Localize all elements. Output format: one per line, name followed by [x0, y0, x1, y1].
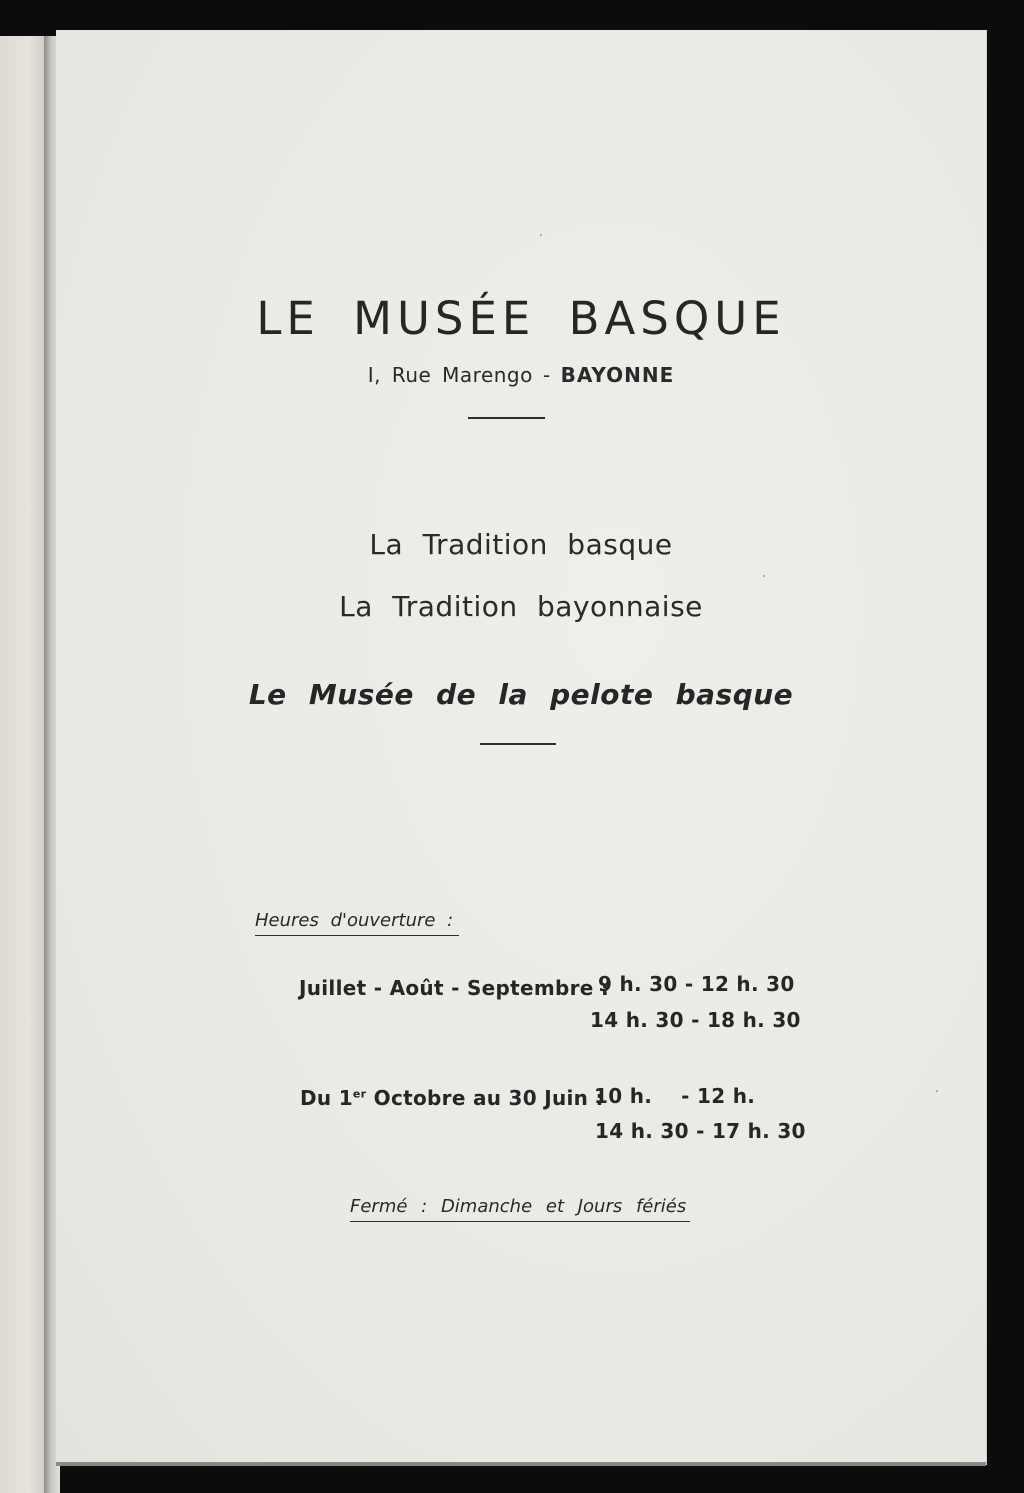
opening-hours-heading: Heures d'ouverture :: [255, 910, 459, 936]
right-page: [56, 30, 987, 1465]
divider-rule-middle: [480, 743, 556, 745]
closed-days-note: Fermé : Dimanche et Jours fériés: [350, 1196, 690, 1222]
summer-period-label: Juillet - Août - Septembre :: [299, 976, 610, 1000]
divider-rule-top: [468, 417, 545, 419]
museum-address: [56, 363, 986, 387]
winter-label-prefix: Du 1: [300, 1086, 353, 1110]
theme-tradition-basque: La Tradition basque: [369, 528, 673, 561]
winter-label-ordinal: er: [352, 1087, 367, 1101]
page-title: LE MUSÉE BASQUE: [256, 292, 786, 345]
winter-afternoon-hours: 14 h. 30 - 17 h. 30: [595, 1119, 806, 1143]
winter-label-suffix: Octobre au 30 Juin :: [366, 1086, 604, 1110]
winter-period-label: [300, 1086, 604, 1110]
address-street: I, Rue Marengo: [367, 363, 533, 387]
paper-speck: [936, 1090, 938, 1092]
address-city: BAYONNE: [560, 363, 675, 387]
summer-afternoon-hours: 14 h. 30 - 18 h. 30: [590, 1008, 801, 1032]
paper-speck: [540, 234, 542, 236]
theme-pelote-museum: Le Musée de la pelote basque: [248, 678, 794, 711]
address-separator: -: [542, 363, 551, 387]
paper-speck: [763, 575, 765, 577]
winter-morning-hours: 10 h. - 12 h.: [594, 1084, 756, 1108]
page-bottom-edge: [56, 1462, 986, 1466]
summer-morning-hours: 9 h. 30 - 12 h. 30: [598, 972, 795, 996]
theme-tradition-bayonnaise: La Tradition bayonnaise: [339, 590, 703, 623]
